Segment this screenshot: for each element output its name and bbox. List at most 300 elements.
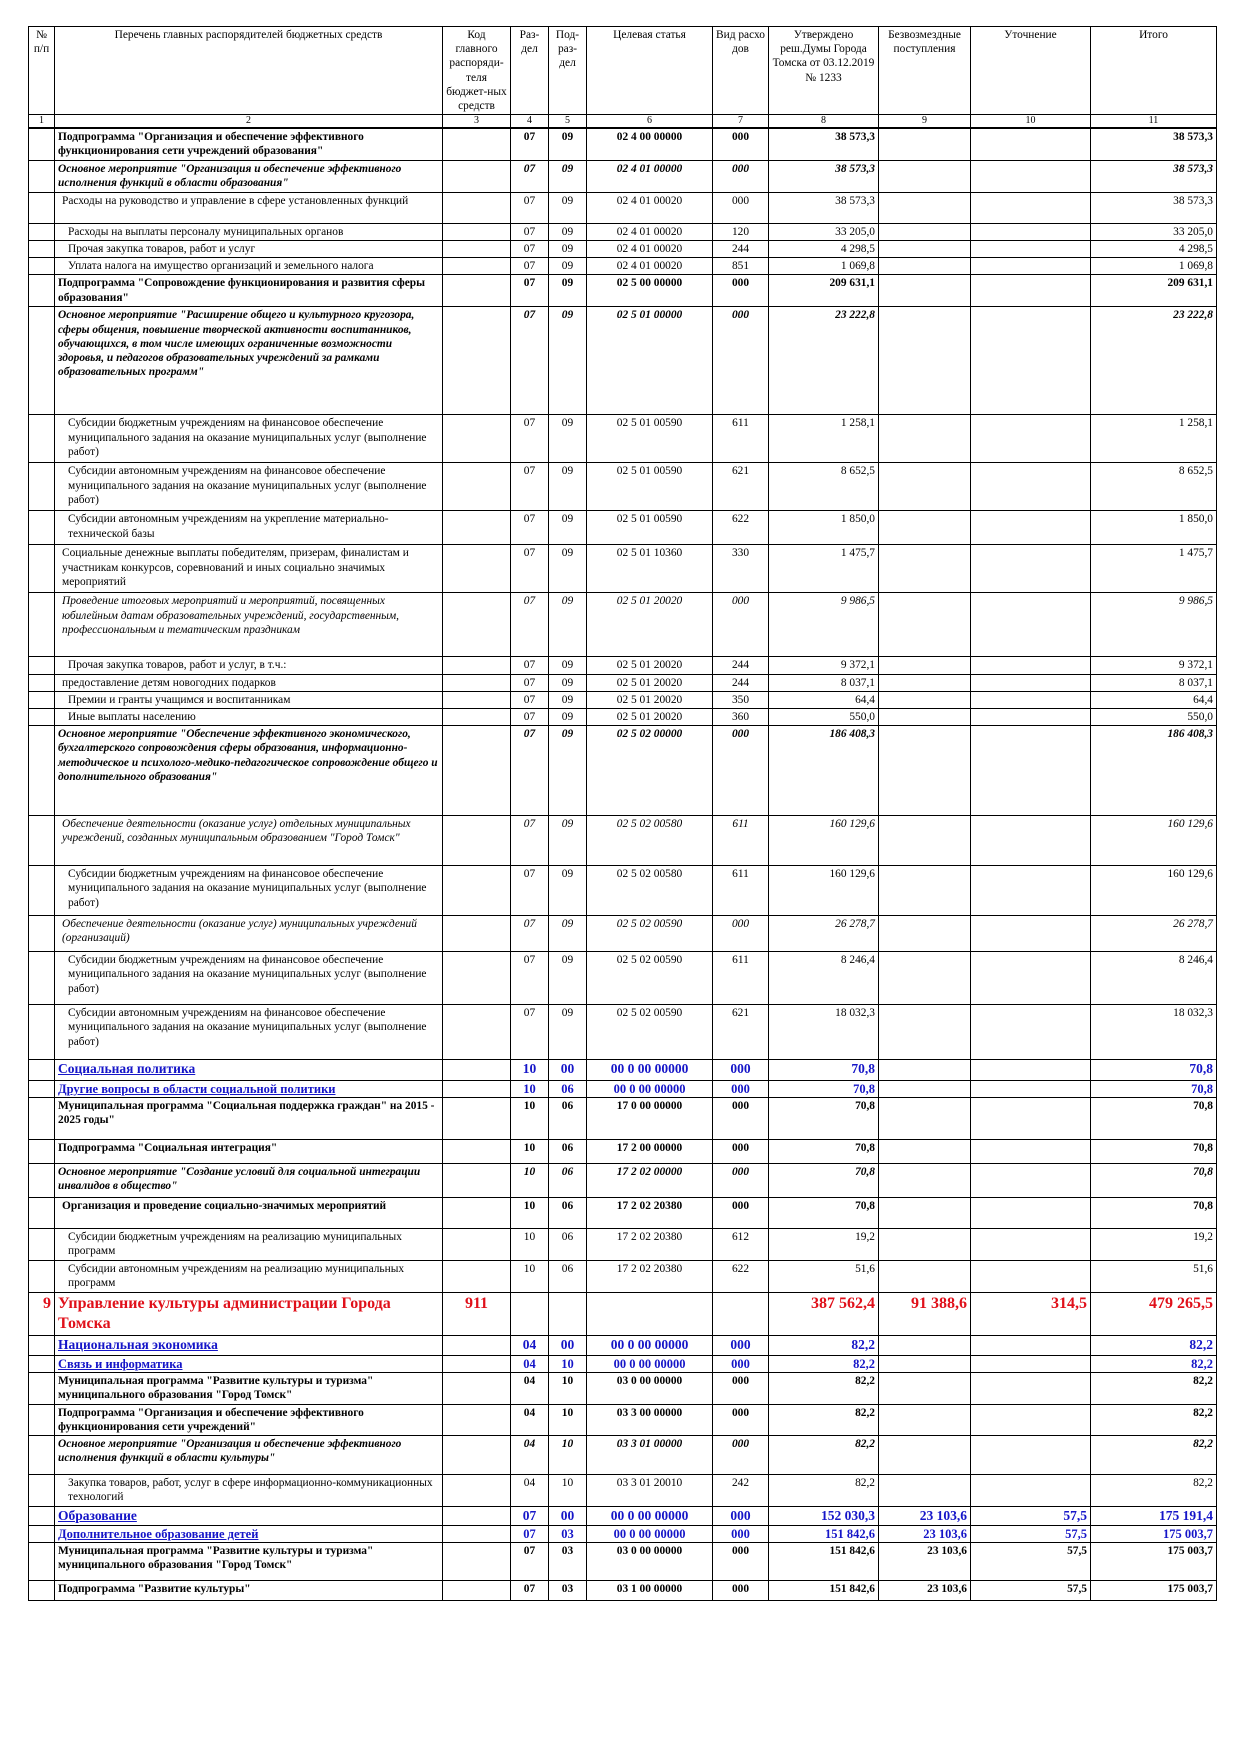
row-section: 07 <box>511 952 549 1005</box>
row-expense-type: 851 <box>713 258 769 275</box>
table-row <box>29 674 1217 691</box>
row-clarification <box>971 866 1091 916</box>
row-target-item: 02 5 02 00590 <box>587 1005 713 1060</box>
table-row <box>29 1005 1217 1060</box>
row-clarification <box>971 1474 1091 1506</box>
row-gratuitous <box>879 1198 971 1229</box>
table-row <box>29 1372 1217 1404</box>
row-target-item: 17 2 00 00000 <box>587 1140 713 1164</box>
table-row <box>29 657 1217 674</box>
row-number <box>29 463 55 511</box>
row-expense-type: 350 <box>713 691 769 708</box>
row-number <box>29 1198 55 1229</box>
row-name: Субсидии бюджетным учреждениям на финансовое обеспечение муниципального задания на оказание муниципальных услуг (выполнение работ) <box>55 866 443 916</box>
row-clarification <box>971 1060 1091 1081</box>
row-approved: 1 069,8 <box>769 258 879 275</box>
row-clarification <box>971 192 1091 223</box>
row-total: 26 278,7 <box>1091 916 1217 952</box>
row-gratuitous <box>879 1372 971 1404</box>
row-section: 07 <box>511 545 549 593</box>
row-section: 04 <box>511 1404 549 1435</box>
row-approved: 82,2 <box>769 1404 879 1435</box>
column-number: 8 <box>769 115 879 129</box>
row-approved: 151 842,6 <box>769 1525 879 1542</box>
row-subsection: 09 <box>549 674 587 691</box>
row-number <box>29 1372 55 1404</box>
row-target-item: 02 5 01 10360 <box>587 545 713 593</box>
table-row <box>29 258 1217 275</box>
row-target-item: 03 1 00 00000 <box>587 1580 713 1600</box>
row-approved: 19,2 <box>769 1229 879 1260</box>
row-clarification <box>971 240 1091 257</box>
row-expense-type: 000 <box>713 307 769 415</box>
row-gratuitous <box>879 240 971 257</box>
row-section: 10 <box>511 1164 549 1198</box>
header-num: № п/п <box>29 27 55 115</box>
row-approved: 160 129,6 <box>769 866 879 916</box>
row-expense-type: 621 <box>713 463 769 511</box>
row-target-item: 00 0 00 00000 <box>587 1081 713 1098</box>
row-name: Подпрограмма "Организация и обеспечение эффективного функционирования сети учреждений" <box>55 1404 443 1435</box>
row-expense-type: 000 <box>713 1098 769 1140</box>
row-section <box>511 1292 549 1335</box>
row-section: 07 <box>511 1580 549 1600</box>
row-name: Основное мероприятие "Создание условий для социальной интеграции инвалидов в общество" <box>55 1164 443 1198</box>
row-section: 04 <box>511 1372 549 1404</box>
row-target-item: 03 0 00 00000 <box>587 1542 713 1580</box>
row-subsection: 03 <box>549 1580 587 1600</box>
row-clarification <box>971 674 1091 691</box>
row-manager-code <box>443 1474 511 1506</box>
row-subsection: 06 <box>549 1229 587 1260</box>
row-name: Иные выплаты населению <box>55 708 443 725</box>
row-subsection: 09 <box>549 657 587 674</box>
row-expense-type: 000 <box>713 1355 769 1372</box>
row-section: 07 <box>511 691 549 708</box>
row-subsection: 09 <box>549 128 587 160</box>
row-clarification <box>971 1198 1091 1229</box>
row-gratuitous: 23 103,6 <box>879 1506 971 1525</box>
row-target-item: 00 0 00 00000 <box>587 1525 713 1542</box>
row-name: Основное мероприятие "Организация и обеспечение эффективного исполнения функций в области образования" <box>55 160 443 192</box>
row-approved: 70,8 <box>769 1060 879 1081</box>
row-gratuitous <box>879 160 971 192</box>
row-total: 1 258,1 <box>1091 415 1217 463</box>
row-approved: 8 246,4 <box>769 952 879 1005</box>
row-expense-type: 000 <box>713 1372 769 1404</box>
row-name: Управление культуры администрации Города Томска <box>55 1292 443 1335</box>
row-approved: 38 573,3 <box>769 128 879 160</box>
column-number: 11 <box>1091 115 1217 129</box>
row-target-item: 03 3 01 00000 <box>587 1435 713 1474</box>
row-total: 186 408,3 <box>1091 726 1217 816</box>
row-total: 1 475,7 <box>1091 545 1217 593</box>
row-number <box>29 691 55 708</box>
header-gratuitous: Безвозмездные поступления <box>879 27 971 115</box>
row-number <box>29 192 55 223</box>
row-name: Субсидии автономным учреждениям на финансовое обеспечение муниципального задания на оказание муниципальных услуг (выполнение работ) <box>55 1005 443 1060</box>
row-gratuitous: 23 103,6 <box>879 1525 971 1542</box>
row-approved: 70,8 <box>769 1081 879 1098</box>
row-gratuitous <box>879 192 971 223</box>
table-row <box>29 1098 1217 1140</box>
row-expense-type: 611 <box>713 866 769 916</box>
column-number: 9 <box>879 115 971 129</box>
row-approved: 209 631,1 <box>769 275 879 307</box>
row-total: 175 003,7 <box>1091 1525 1217 1542</box>
row-target-item: 02 5 01 00000 <box>587 307 713 415</box>
row-section: 04 <box>511 1474 549 1506</box>
row-approved: 186 408,3 <box>769 726 879 816</box>
row-manager-code <box>443 1081 511 1098</box>
row-subsection: 06 <box>549 1198 587 1229</box>
table-row <box>29 160 1217 192</box>
row-number: 9 <box>29 1292 55 1335</box>
row-total: 9 986,5 <box>1091 593 1217 657</box>
row-total: 175 003,7 <box>1091 1580 1217 1600</box>
row-number <box>29 674 55 691</box>
row-clarification: 57,5 <box>971 1580 1091 1600</box>
row-expense-type: 244 <box>713 240 769 257</box>
table-row <box>29 240 1217 257</box>
row-name: Субсидии автономным учреждениям на укрепление материально-технической базы <box>55 511 443 545</box>
row-expense-type: 000 <box>713 1140 769 1164</box>
row-subsection: 09 <box>549 192 587 223</box>
row-target-item: 17 2 02 20380 <box>587 1198 713 1229</box>
row-expense-type: 611 <box>713 952 769 1005</box>
row-manager-code <box>443 1005 511 1060</box>
row-total: 70,8 <box>1091 1198 1217 1229</box>
row-number <box>29 511 55 545</box>
row-number <box>29 1506 55 1525</box>
row-name: Уплата налога на имущество организаций и земельного налога <box>55 258 443 275</box>
row-target-item: 02 5 02 00580 <box>587 866 713 916</box>
row-subsection: 06 <box>549 1260 587 1292</box>
table-row <box>29 1140 1217 1164</box>
row-target-item: 00 0 00 00000 <box>587 1060 713 1081</box>
row-subsection: 10 <box>549 1404 587 1435</box>
row-clarification: 57,5 <box>971 1506 1091 1525</box>
row-clarification <box>971 1335 1091 1355</box>
row-name: Субсидии автономным учреждениям на реализацию муниципальных программ <box>55 1260 443 1292</box>
row-number <box>29 1005 55 1060</box>
row-target-item: 02 5 00 00000 <box>587 275 713 307</box>
row-gratuitous <box>879 1355 971 1372</box>
row-name: Дополнительное образование детей <box>55 1525 443 1542</box>
row-approved: 9 372,1 <box>769 657 879 674</box>
header-total: Итого <box>1091 27 1217 115</box>
row-target-item: 02 5 02 00590 <box>587 916 713 952</box>
row-name: Основное мероприятие "Обеспечение эффективного экономического, бухгалтерского сопровождения сферы образования, информационно-методическое и психолого-медико-педагогическое сопровождение общего и дополнительного образования" <box>55 726 443 816</box>
row-target-item: 17 2 02 20380 <box>587 1229 713 1260</box>
row-gratuitous <box>879 1060 971 1081</box>
row-target-item: 02 5 02 00580 <box>587 816 713 866</box>
header-subsection: Под-раз-дел <box>549 27 587 115</box>
row-clarification <box>971 1140 1091 1164</box>
row-clarification: 57,5 <box>971 1542 1091 1580</box>
row-expense-type: 000 <box>713 1198 769 1229</box>
table-row <box>29 545 1217 593</box>
row-manager-code <box>443 691 511 708</box>
row-subsection: 06 <box>549 1140 587 1164</box>
row-target-item: 17 2 02 00000 <box>587 1164 713 1198</box>
row-clarification <box>971 1081 1091 1098</box>
row-name: Национальная экономика <box>55 1335 443 1355</box>
row-manager-code <box>443 657 511 674</box>
table-row <box>29 1198 1217 1229</box>
row-clarification <box>971 1229 1091 1260</box>
row-number <box>29 593 55 657</box>
row-clarification <box>971 307 1091 415</box>
row-target-item: 02 4 01 00020 <box>587 258 713 275</box>
row-section: 04 <box>511 1335 549 1355</box>
row-manager-code: 911 <box>443 1292 511 1335</box>
row-approved: 1 475,7 <box>769 545 879 593</box>
row-name: Расходы на руководство и управление в сфере установленных функций <box>55 192 443 223</box>
row-gratuitous <box>879 275 971 307</box>
row-total: 209 631,1 <box>1091 275 1217 307</box>
row-expense-type: 000 <box>713 916 769 952</box>
row-manager-code <box>443 593 511 657</box>
row-number <box>29 545 55 593</box>
row-gratuitous <box>879 816 971 866</box>
row-manager-code <box>443 866 511 916</box>
row-manager-code <box>443 1260 511 1292</box>
row-number <box>29 1335 55 1355</box>
row-total: 160 129,6 <box>1091 816 1217 866</box>
row-expense-type: 120 <box>713 223 769 240</box>
row-approved: 51,6 <box>769 1260 879 1292</box>
row-clarification <box>971 160 1091 192</box>
row-subsection: 09 <box>549 463 587 511</box>
row-subsection: 06 <box>549 1164 587 1198</box>
row-subsection: 09 <box>549 593 587 657</box>
table-row <box>29 275 1217 307</box>
row-section: 07 <box>511 307 549 415</box>
row-gratuitous <box>879 1081 971 1098</box>
row-gratuitous <box>879 128 971 160</box>
row-total: 1 850,0 <box>1091 511 1217 545</box>
row-manager-code <box>443 545 511 593</box>
row-gratuitous <box>879 1435 971 1474</box>
row-expense-type: 000 <box>713 593 769 657</box>
row-manager-code <box>443 726 511 816</box>
row-total: 38 573,3 <box>1091 192 1217 223</box>
row-subsection: 10 <box>549 1435 587 1474</box>
row-subsection: 09 <box>549 160 587 192</box>
row-section: 07 <box>511 916 549 952</box>
row-expense-type: 360 <box>713 708 769 725</box>
row-subsection: 06 <box>549 1081 587 1098</box>
row-subsection: 09 <box>549 223 587 240</box>
row-subsection: 09 <box>549 708 587 725</box>
row-gratuitous <box>879 463 971 511</box>
row-number <box>29 1098 55 1140</box>
row-target-item: 02 5 01 20020 <box>587 691 713 708</box>
row-clarification <box>971 1435 1091 1474</box>
row-number <box>29 1474 55 1506</box>
row-number <box>29 866 55 916</box>
row-name: Субсидии бюджетным учреждениям на реализацию муниципальных программ <box>55 1229 443 1260</box>
row-clarification <box>971 258 1091 275</box>
row-approved: 8 652,5 <box>769 463 879 511</box>
row-manager-code <box>443 463 511 511</box>
row-expense-type: 622 <box>713 1260 769 1292</box>
row-target-item: 00 0 00 00000 <box>587 1335 713 1355</box>
row-expense-type: 000 <box>713 1060 769 1081</box>
row-target-item: 02 5 01 20020 <box>587 593 713 657</box>
row-section: 07 <box>511 1542 549 1580</box>
row-target-item: 17 0 00 00000 <box>587 1098 713 1140</box>
row-approved: 4 298,5 <box>769 240 879 257</box>
header-clarification: Уточнение <box>971 27 1091 115</box>
row-target-item: 03 3 01 20010 <box>587 1474 713 1506</box>
header-target-item: Целевая статья <box>587 27 713 115</box>
row-name: Основное мероприятие "Организация и обеспечение эффективного исполнения функций в области культуры" <box>55 1435 443 1474</box>
row-subsection: 09 <box>549 275 587 307</box>
row-expense-type: 622 <box>713 511 769 545</box>
row-name: Закупка товаров, работ, услуг в сфере информационно-коммуникационных технологий <box>55 1474 443 1506</box>
row-total: 82,2 <box>1091 1355 1217 1372</box>
row-target-item: 17 2 02 20380 <box>587 1260 713 1292</box>
row-section: 07 <box>511 657 549 674</box>
row-gratuitous <box>879 307 971 415</box>
row-subsection: 00 <box>549 1335 587 1355</box>
table-row <box>29 691 1217 708</box>
table-row <box>29 952 1217 1005</box>
table-row <box>29 1474 1217 1506</box>
row-clarification <box>971 691 1091 708</box>
row-section: 07 <box>511 816 549 866</box>
row-approved: 160 129,6 <box>769 816 879 866</box>
row-gratuitous <box>879 691 971 708</box>
row-number <box>29 1081 55 1098</box>
row-target-item: 00 0 00 00000 <box>587 1506 713 1525</box>
row-name: Муниципальная программа "Развитие культуры и туризма" муниципального образования "Город Томск" <box>55 1372 443 1404</box>
row-approved: 64,4 <box>769 691 879 708</box>
row-manager-code <box>443 1355 511 1372</box>
row-target-item <box>587 1292 713 1335</box>
row-section: 07 <box>511 415 549 463</box>
row-gratuitous <box>879 916 971 952</box>
row-manager-code <box>443 816 511 866</box>
row-number <box>29 160 55 192</box>
row-approved: 1 850,0 <box>769 511 879 545</box>
budget-table <box>28 26 1217 1601</box>
row-name: Другие вопросы в области социальной политики <box>55 1081 443 1098</box>
table-row <box>29 1580 1217 1600</box>
row-gratuitous <box>879 1098 971 1140</box>
row-approved: 82,2 <box>769 1335 879 1355</box>
row-number <box>29 1542 55 1580</box>
table-row <box>29 1506 1217 1525</box>
table-row <box>29 593 1217 657</box>
row-approved: 550,0 <box>769 708 879 725</box>
row-name: Муниципальная программа "Социальная поддержка граждан" на 2015 - 2025 годы" <box>55 1098 443 1140</box>
row-clarification: 57,5 <box>971 1525 1091 1542</box>
row-manager-code <box>443 1542 511 1580</box>
row-gratuitous <box>879 1260 971 1292</box>
row-total: 33 205,0 <box>1091 223 1217 240</box>
row-manager-code <box>443 1372 511 1404</box>
row-clarification <box>971 545 1091 593</box>
row-name: Подпрограмма "Организация и обеспечение эффективного функционирования сети учреждений образования" <box>55 128 443 160</box>
row-approved: 1 258,1 <box>769 415 879 463</box>
row-subsection: 09 <box>549 545 587 593</box>
row-gratuitous <box>879 415 971 463</box>
row-clarification <box>971 463 1091 511</box>
row-clarification <box>971 1404 1091 1435</box>
row-manager-code <box>443 1198 511 1229</box>
table-row <box>29 916 1217 952</box>
row-target-item: 02 5 01 00590 <box>587 511 713 545</box>
row-clarification <box>971 1005 1091 1060</box>
table-row <box>29 1060 1217 1081</box>
row-subsection: 03 <box>549 1525 587 1542</box>
row-expense-type: 612 <box>713 1229 769 1260</box>
column-number: 7 <box>713 115 769 129</box>
row-expense-type: 242 <box>713 1474 769 1506</box>
header-name: Перечень главных распорядителей бюджетных средств <box>55 27 443 115</box>
row-manager-code <box>443 1435 511 1474</box>
row-name: Субсидии бюджетным учреждениям на финансовое обеспечение муниципального задания на оказание муниципальных услуг (выполнение работ) <box>55 952 443 1005</box>
row-expense-type: 000 <box>713 1404 769 1435</box>
row-clarification <box>971 593 1091 657</box>
row-total: 4 298,5 <box>1091 240 1217 257</box>
row-section: 07 <box>511 866 549 916</box>
row-section: 10 <box>511 1198 549 1229</box>
row-manager-code <box>443 511 511 545</box>
row-subsection: 09 <box>549 307 587 415</box>
row-subsection: 09 <box>549 240 587 257</box>
column-number: 6 <box>587 115 713 129</box>
header-code: Код главного распоряди-теля бюджет-ных средств <box>443 27 511 115</box>
row-clarification <box>971 511 1091 545</box>
table-row <box>29 726 1217 816</box>
row-expense-type: 000 <box>713 726 769 816</box>
table-row <box>29 1260 1217 1292</box>
row-manager-code <box>443 415 511 463</box>
row-clarification <box>971 128 1091 160</box>
row-gratuitous <box>879 657 971 674</box>
row-approved: 70,8 <box>769 1198 879 1229</box>
row-total: 8 037,1 <box>1091 674 1217 691</box>
row-subsection: 10 <box>549 1355 587 1372</box>
row-clarification <box>971 1164 1091 1198</box>
row-subsection: 09 <box>549 511 587 545</box>
row-gratuitous <box>879 708 971 725</box>
row-gratuitous: 23 103,6 <box>879 1580 971 1600</box>
row-section: 07 <box>511 275 549 307</box>
row-number <box>29 1060 55 1081</box>
column-number: 10 <box>971 115 1091 129</box>
row-number <box>29 240 55 257</box>
column-number-row <box>29 115 1217 129</box>
row-subsection: 09 <box>549 258 587 275</box>
row-number <box>29 1260 55 1292</box>
row-manager-code <box>443 160 511 192</box>
row-manager-code <box>443 307 511 415</box>
row-target-item: 02 5 01 00590 <box>587 463 713 511</box>
row-name: Подпрограмма "Развитие культуры" <box>55 1580 443 1600</box>
row-approved: 82,2 <box>769 1474 879 1506</box>
row-subsection: 09 <box>549 816 587 866</box>
row-number <box>29 223 55 240</box>
row-expense-type: 244 <box>713 657 769 674</box>
row-approved: 152 030,3 <box>769 1506 879 1525</box>
row-total: 51,6 <box>1091 1260 1217 1292</box>
row-manager-code <box>443 1229 511 1260</box>
